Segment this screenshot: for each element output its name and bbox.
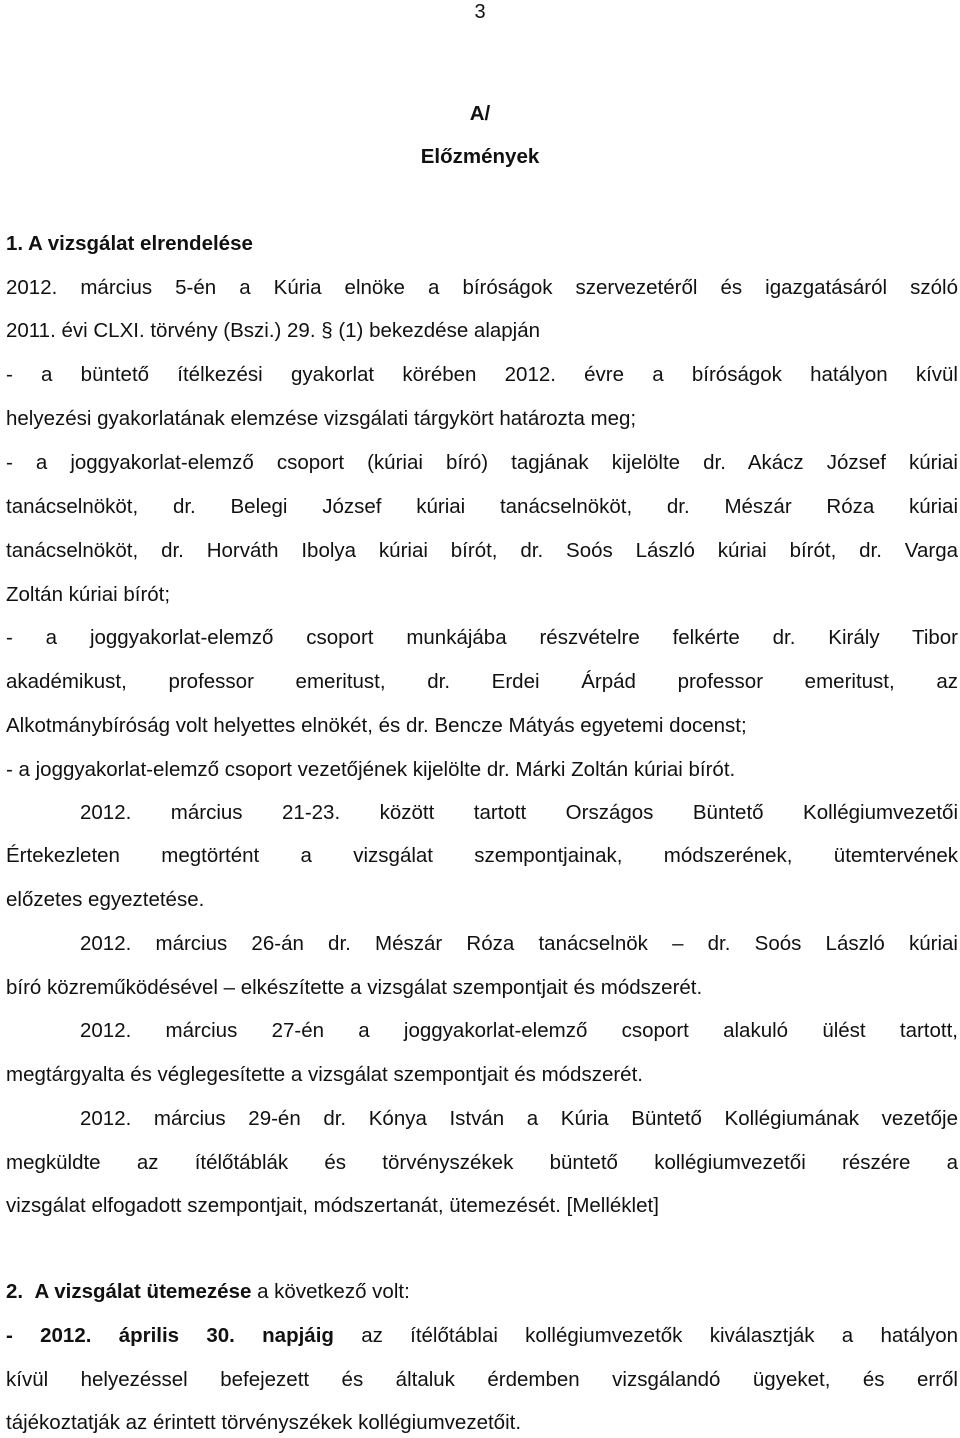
paragraph-line: - a joggyakorlat-elemző csoport vezetőjének kijelölte dr. Márki Zoltán kúriai bírót. [6,758,736,781]
paragraph-line: előzetes egyeztetése. [6,888,205,911]
deadline-bold: - 2012. április 30. napjáig [6,1324,334,1347]
paragraph-line: 2012. március 5-én a Kúria elnöke a bíróságok szervezetéről és igazgatásáról szóló [6,276,958,299]
paragraph-line: megtárgyalta és véglegesítette a vizsgálat szempontjait és módszerét. [6,1063,643,1086]
paragraph-line: 2012. március 26-án dr. Mészár Róza tanácselnök – dr. Soós László kúriai [80,932,958,955]
paragraph-line: akadémikust, professor emeritust, dr. Erdei Árpád professor emeritust, az [6,670,958,693]
section-letter: A/ [469,102,491,125]
paragraph-line: tanácselnököt, dr. Horváth Ibolya kúriai bírót, dr. Soós László kúriai bírót, dr. Varga [6,539,958,562]
heading-1: 1. A vizsgálat elrendelése [6,232,253,255]
paragraph-line: tanácselnököt, dr. Belegi József kúriai tanácselnököt, dr. Mészár Róza kúriai [6,495,958,518]
paragraph-line: Alkotmánybíróság volt helyettes elnökét, és dr. Bencze Mátyás egyetemi docenst; [6,714,747,737]
paragraph-line: kívül helyezéssel befejezett és általuk érdemben vizsgálandó ügyeket, és erről [6,1368,958,1391]
paragraph-line: 2012. március 27-én a joggyakorlat-elemző csoport alakuló ülést tartott, [80,1019,958,1042]
paragraph-line: megküldte az ítélőtáblák és törvényszékek büntető kollégiumvezetői részére a [6,1151,958,1174]
paragraph-line [6,1323,958,1349]
paragraph-line: - a joggyakorlat-elemző csoport munkájába részvételre felkérte dr. Király Tibor [6,626,958,649]
page-number: 3 [474,1,486,23]
heading-2-number: 2. [6,1280,24,1303]
paragraph-line: Értekezleten megtörtént a vizsgálat szempontjainak, módszerének, ütemtervének [6,844,958,867]
paragraph-line: bíró közreműködésével – elkészítette a vizsgálat szempontjait és módszerét. [6,976,703,999]
section-title: Előzmények [420,145,540,168]
paragraph-line: helyezési gyakorlatának elemzése vizsgálati tárgykört határozta meg; [6,407,637,430]
paragraph-line: - a joggyakorlat-elemző csoport (kúriai bíró) tagjának kijelölte dr. Akácz József kúriai [6,451,958,474]
heading-2-bold-text: A vizsgálat ütemezése [34,1280,252,1303]
heading-2 [6,1279,958,1305]
paragraph-line: tájékoztatják az érintett törvényszékek kollégiumvezetőit. [6,1411,522,1434]
paragraph-line: 2012. március 21-23. között tartott Országos Büntető Kollégiumvezetői [80,801,958,824]
deadline-rest: az ítélőtáblai kollégiumvezetők kiválasztják a hatályon [333,1324,958,1347]
paragraph-line: - a büntető ítélkezési gyakorlat körében 2012. évre a bíróságok hatályon kívül [6,363,958,386]
paragraph-line: vizsgálat elfogadott szempontjait, módszertanát, ütemezését. [Melléklet] [6,1194,659,1217]
paragraph-line: 2012. március 29-én dr. Kónya István a Kúria Büntető Kollégiumának vezetője [80,1107,958,1130]
paragraph-line: Zoltán kúriai bírót; [6,583,171,606]
paragraph-line: 2011. évi CLXI. törvény (Bszi.) 29. § (1) bekezdése alapján [6,319,541,342]
heading-2-rest: a következő volt: [251,1280,410,1303]
